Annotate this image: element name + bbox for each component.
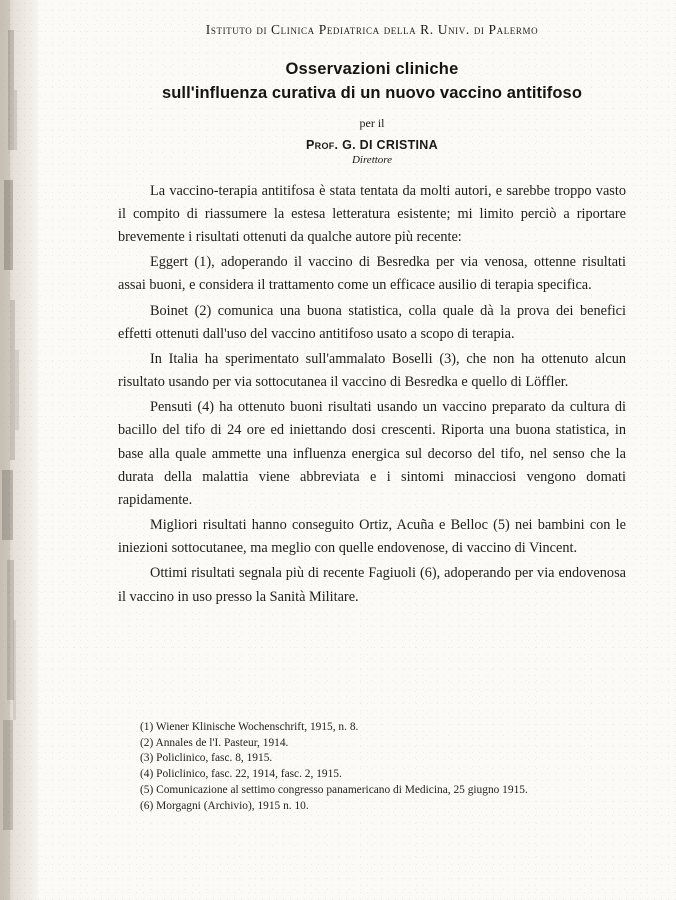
footnote-item: (2) Annales de l'I. Pasteur, 1914. [140,736,289,749]
paragraph: Migliori risultati hanno conseguito Ortiz, Acuña e Belloc (5) nei bambini con le iniezioni sottocutanee, ma meglio con quelle endovenose, di vaccino di Vincent. [118,517,626,557]
page-spine-shadow [0,0,38,900]
page-content [118,0,626,900]
footnote-item: (1) Wiener Klinische Wochenschrift, 1915, n. 8. [140,721,359,733]
footnote-item: (6) Morgagni (Archivio), 1915 n. 10. [140,799,309,812]
footnotes [118,716,626,814]
paragraph: Boinet (2) comunica una buona statistica, colla quale dà la prova dei benefici effetti ottenuti dall'uso del vaccino antitifoso usato a scopo di terapia. [118,302,626,342]
paragraph: Eggert (1), adoperando il vaccino di Besredka per via venosa, ottenne risultati assai buoni, e considera il trattamento come un efficace ausilio di terapia specifica. [118,254,626,294]
paragraph: In Italia ha sperimentato sull'ammalato Boselli (3), che non ha ottenuto alcun risultato usando per via sottocutanea il vaccino di Besredka e quello di Löffler. [118,350,626,391]
footnote-item: (4) Policlinico, fasc. 22, 1914, fasc. 2, 1915. [140,768,342,781]
author-name: Prof. G. DI CRISTINA [306,137,438,152]
spine-speckle-icon [0,0,38,900]
title-line-1: Osservazioni cliniche [285,60,459,78]
paragraph: Pensuti (4) ha ottenuto buoni risultati usando un vaccino preparato da cultura di bacillo del tifo di 24 ore ed iniettando dosi crescenti. Riporta una buona statistica, in base alla quale ammette una influenza energica sul decorso del tifo, nel senso che la durata della malattia viene abbreviata e i sintomi minacciosi vengono domati rapidamente. [118,399,626,508]
byline-preposition: per il [359,115,385,130]
running-head: Istituto di Clinica Pediatrica della R. Univ. di Palermo [205,22,539,37]
paragraph: La vaccino-terapia antitifosa è stata tentata da molti autori, e sarebbe troppo vasto il compito di riassumere la estesa letteratura esistente; mi limito perciò a riportare brevemente i risultati ottenuti da qualche autore più recente: [118,182,626,246]
article-body [118,180,626,609]
author-role: Direttore [351,153,393,166]
page-title [118,58,626,106]
footnote-item: (3) Policlinico, fasc. 8, 1915. [140,752,273,765]
paragraph: Ottimi risultati segnala più di recente Fagiuoli (6), adoperando per via endovenosa il vaccino in uso presso la Sanità Militare. [118,565,626,605]
title-line-2: sull'influenza curativa di un nuovo vaccino antitifoso [161,83,583,102]
footnote-item: (5) Comunicazione al settimo congresso panamericano di Medicina, 25 giugno 1915. [140,783,528,796]
